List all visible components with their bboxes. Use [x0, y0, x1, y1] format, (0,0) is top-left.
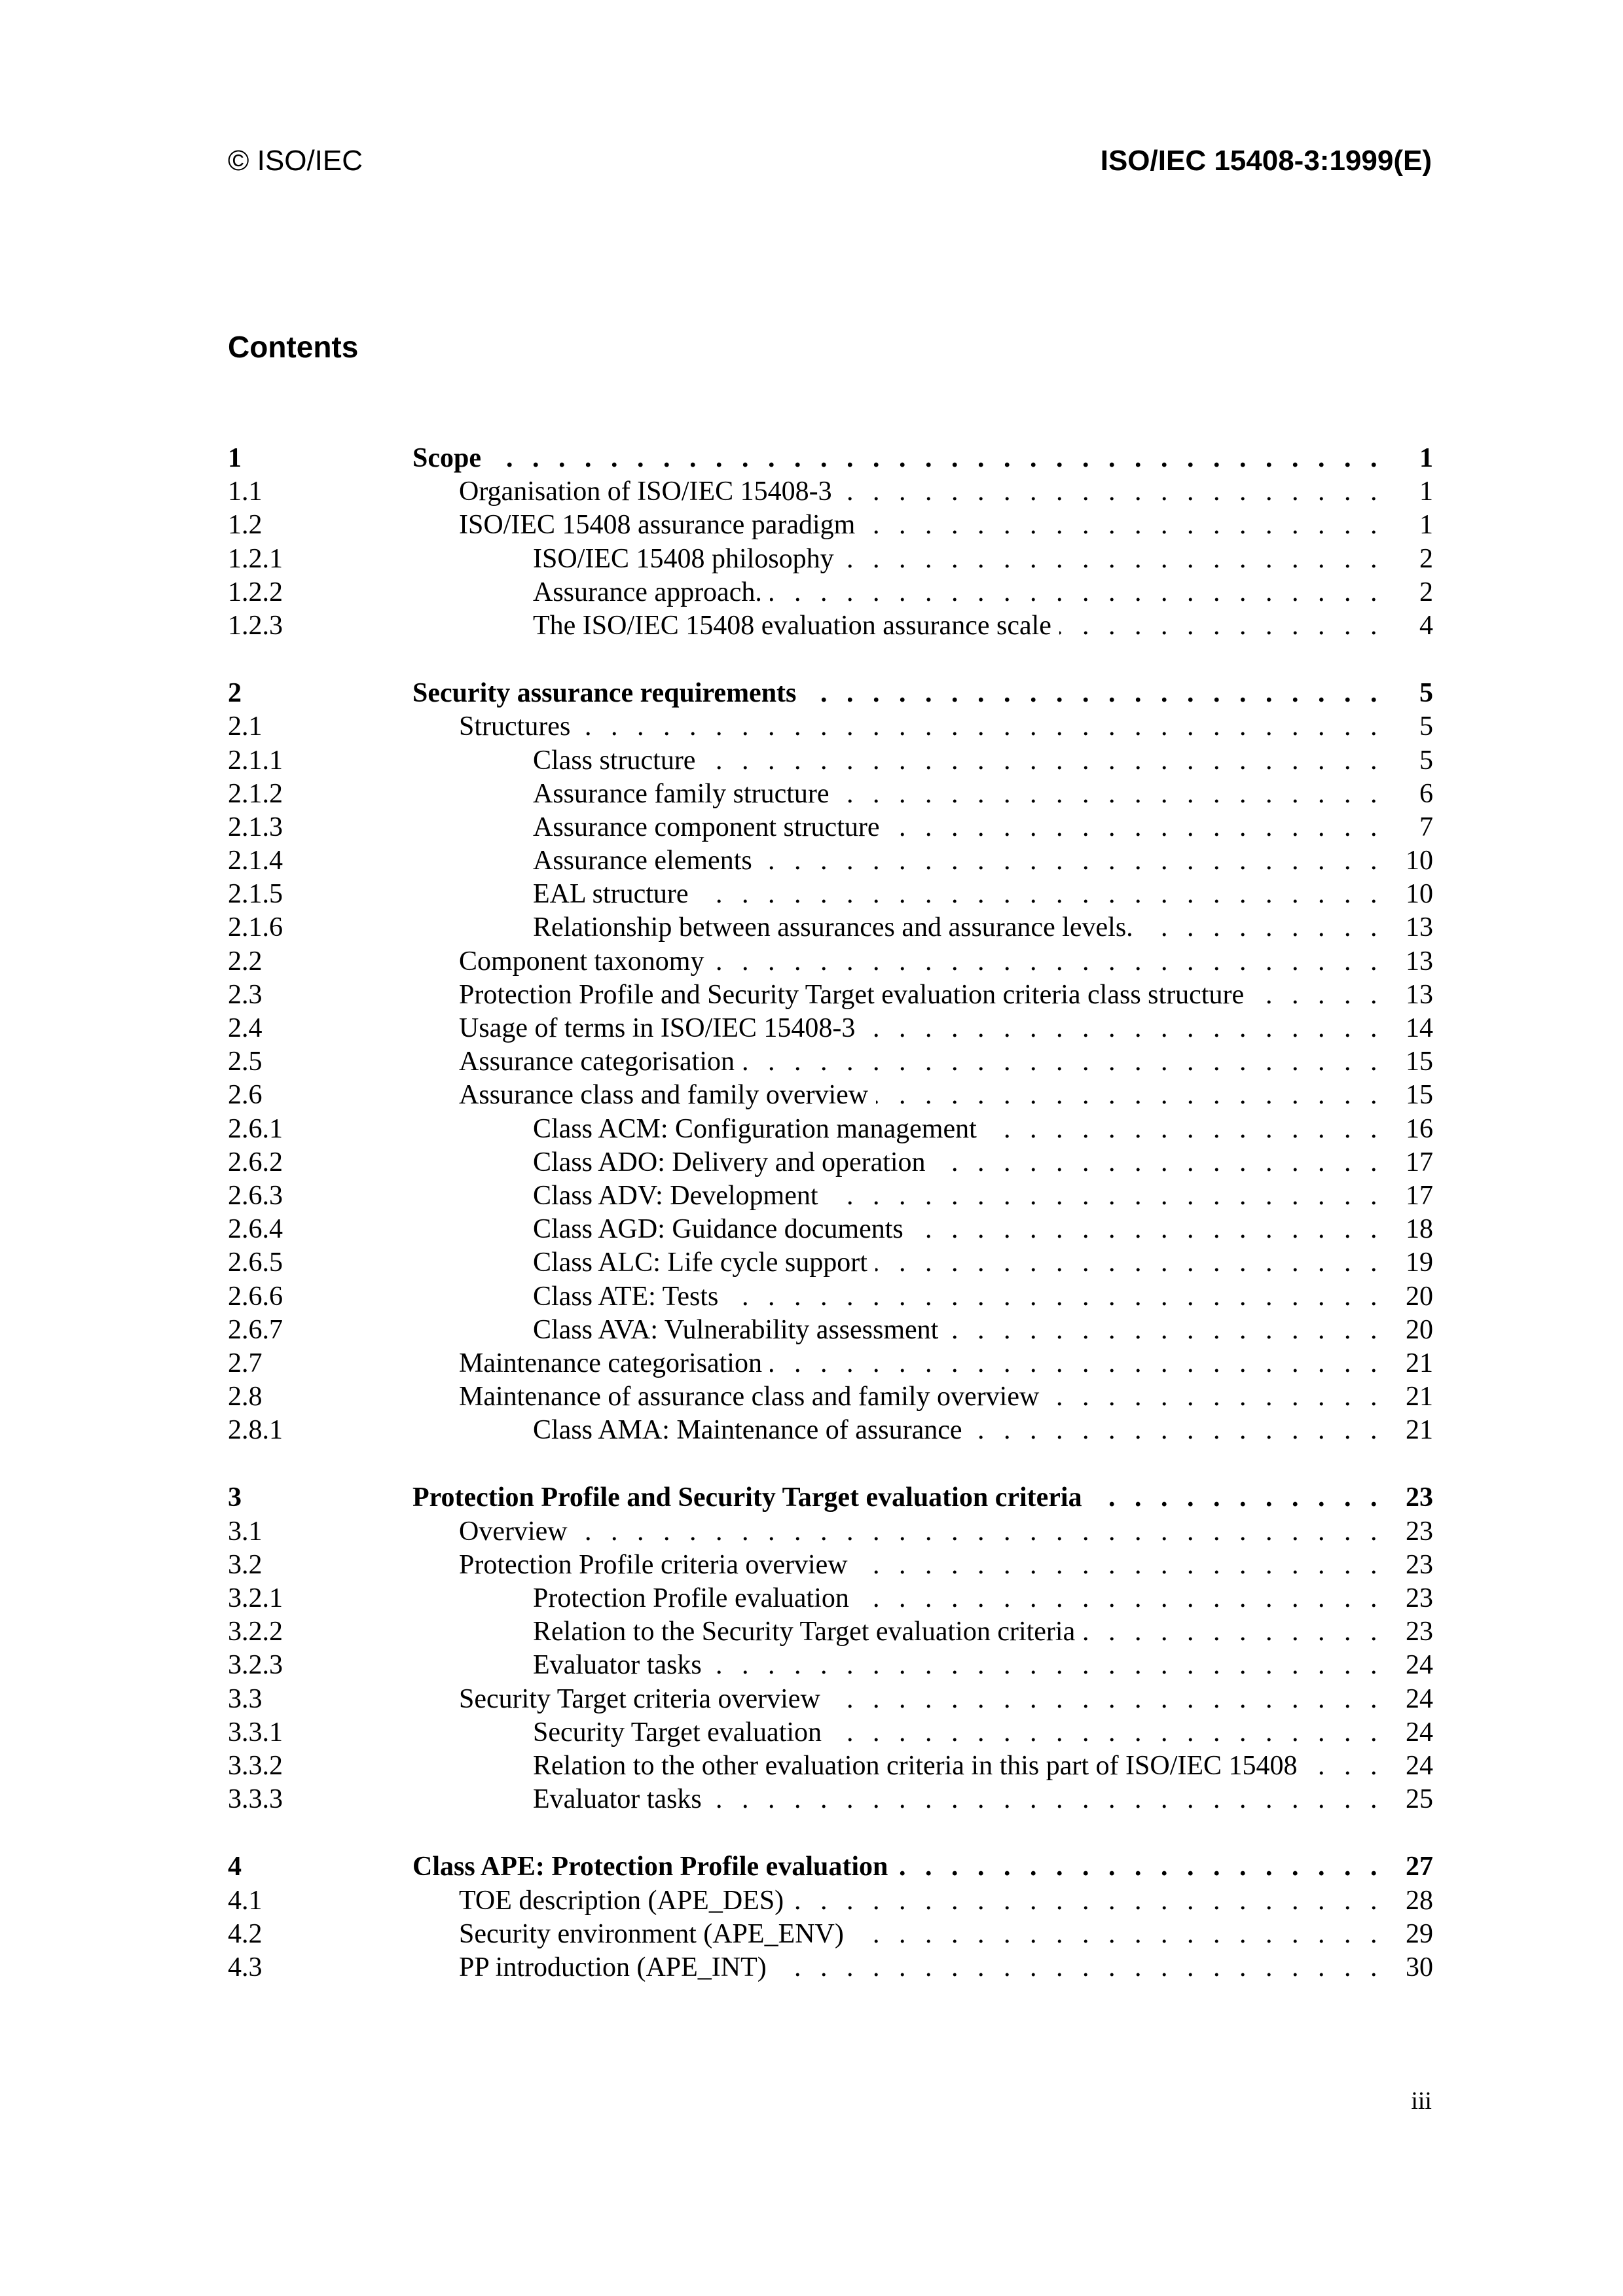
- dot-leader: [1059, 609, 1393, 643]
- toc-entry-title: Overview: [459, 1516, 568, 1547]
- toc-entry-page: 5: [1419, 711, 1433, 742]
- dot-leader: [837, 778, 1393, 811]
- toc-entry[interactable]: [228, 609, 1433, 643]
- toc-entry[interactable]: [228, 1213, 1433, 1246]
- dot-leader: [934, 1146, 1393, 1179]
- dot-leader: [856, 1549, 1393, 1582]
- toc-entry-page: 6: [1419, 778, 1433, 809]
- toc-entry-number: 1.2.2: [228, 577, 283, 607]
- toc-entry-page: 7: [1419, 812, 1433, 842]
- toc-entry[interactable]: [228, 1414, 1433, 1447]
- toc-entry-body: [459, 1951, 1433, 1984]
- toc-entry-title: TOE description (APE_DES): [459, 1885, 784, 1916]
- toc-entry-page: 15: [1406, 1047, 1433, 1077]
- toc-entry[interactable]: [228, 1615, 1433, 1649]
- toc-entry-body: [412, 1850, 1433, 1884]
- toc-entry-page: 5: [1419, 745, 1433, 776]
- toc-section: [228, 442, 1433, 643]
- dot-leader: [710, 1649, 1393, 1682]
- toc-entry-page: 15: [1406, 1080, 1433, 1111]
- toc-entry-body: [459, 1012, 1433, 1045]
- toc-entry-page: 23: [1406, 1617, 1433, 1647]
- toc-entry-title: Security Target criteria overview: [459, 1683, 820, 1714]
- toc-entry-number: 2.6.7: [228, 1314, 283, 1345]
- toc-entry-title: Security assurance requirements: [412, 678, 797, 709]
- toc-entry-title: ISO/IEC 15408 philosophy: [533, 543, 834, 574]
- dot-leader: [863, 509, 1393, 542]
- toc-entry-number: 3: [228, 1482, 242, 1513]
- toc-entry-title: Security Target evaluation: [533, 1717, 822, 1748]
- toc-entry-body: [459, 1515, 1433, 1549]
- toc-entry-title: Class structure: [533, 745, 696, 776]
- toc-entry-page: 24: [1406, 1717, 1433, 1748]
- toc-entry-body: [533, 1649, 1433, 1682]
- toc-entry-title: Assurance class and family overview: [459, 1080, 869, 1111]
- toc-entry-page: 2: [1419, 577, 1433, 607]
- toc-entry-number: 3.3.3: [228, 1784, 283, 1815]
- toc-entry-page: 2: [1419, 543, 1433, 574]
- toc-entry-title: Class ADO: Delivery and operation: [533, 1147, 926, 1177]
- toc-section: [228, 1850, 1433, 1984]
- toc-entry-number: 2.2: [228, 946, 263, 977]
- dot-leader: [1047, 1380, 1393, 1414]
- toc-entry-body: [459, 1549, 1433, 1582]
- dot-leader: [876, 1079, 1393, 1112]
- toc-entry[interactable]: [228, 1246, 1433, 1280]
- toc-entry-number: 2.8: [228, 1382, 263, 1412]
- toc-entry-title: Assurance elements: [533, 846, 752, 876]
- toc-entry-number: 3.2.2: [228, 1617, 283, 1647]
- toc-entry-number: 2.3: [228, 979, 263, 1010]
- toc-entry-body: [533, 1414, 1433, 1447]
- toc-entry-page: 24: [1406, 1650, 1433, 1681]
- toc-entry[interactable]: [228, 1582, 1433, 1615]
- toc-entry-body: [533, 778, 1433, 811]
- toc-entry-number: 2.6: [228, 1080, 263, 1111]
- toc-entry-body: [533, 1179, 1433, 1213]
- toc-entry-title: Component taxonomy: [459, 946, 704, 977]
- toc-entry-number: 3.1: [228, 1516, 263, 1547]
- toc-entry-page: 25: [1406, 1784, 1433, 1815]
- toc-entry-number: 1.2.1: [228, 543, 283, 574]
- toc-entry-number: 2.8.1: [228, 1415, 283, 1446]
- toc-entry-title: PP introduction (APE_INT): [459, 1952, 767, 1982]
- toc-entry[interactable]: [228, 1380, 1433, 1414]
- dot-leader: [857, 1582, 1393, 1615]
- toc-entry-title: Evaluator tasks: [533, 1650, 702, 1681]
- toc-entry[interactable]: [228, 844, 1433, 878]
- toc-entry-number: 2.6.2: [228, 1147, 283, 1177]
- toc-entry[interactable]: [228, 442, 1433, 475]
- toc-entry[interactable]: [228, 911, 1433, 944]
- toc-entry-page: 30: [1406, 1952, 1433, 1982]
- dot-leader: [804, 677, 1393, 710]
- toc-entry-number: 2.6.4: [228, 1214, 283, 1245]
- toc-entry-body: [533, 911, 1433, 944]
- toc-entry-page: 1: [1419, 476, 1433, 507]
- toc-entry-body: [459, 710, 1433, 744]
- toc-entry-page: 20: [1406, 1281, 1433, 1312]
- toc-entry[interactable]: [228, 1481, 1433, 1515]
- toc-entry[interactable]: [228, 1918, 1433, 1951]
- table-of-contents: [228, 442, 1433, 2018]
- toc-entry-title: Class ALC: Life cycle support: [533, 1247, 867, 1278]
- toc-entry-number: 2: [228, 678, 242, 709]
- dot-leader: [946, 1314, 1393, 1347]
- toc-entry-number: 4.3: [228, 1952, 263, 1982]
- toc-entry-body: [533, 1749, 1433, 1783]
- toc-entry-page: 16: [1406, 1113, 1433, 1144]
- toc-entry[interactable]: [228, 1549, 1433, 1582]
- toc-entry-body: [459, 1683, 1433, 1716]
- toc-entry-number: 2.6.1: [228, 1113, 283, 1144]
- toc-entry-title: Assurance categorisation: [459, 1047, 735, 1077]
- toc-entry-number: 2.6.3: [228, 1180, 283, 1211]
- toc-entry-title: Maintenance of assurance class and family overview: [459, 1382, 1040, 1412]
- toc-entry-body: [412, 677, 1433, 710]
- toc-entry[interactable]: [228, 1146, 1433, 1179]
- toc-entry-page: 29: [1406, 1918, 1433, 1949]
- toc-entry[interactable]: [228, 576, 1433, 609]
- toc-entry-body: [533, 609, 1433, 643]
- dot-leader: [575, 1515, 1393, 1549]
- toc-entry-title: Protection Profile evaluation: [533, 1583, 849, 1613]
- dot-leader: [703, 744, 1393, 778]
- toc-entry-number: 2.1: [228, 711, 263, 742]
- toc-entry-body: [459, 1884, 1433, 1918]
- toc-entry-body: [533, 844, 1433, 878]
- toc-entry-body: [459, 1380, 1433, 1414]
- toc-entry[interactable]: [228, 475, 1433, 509]
- toc-entry-title: Protection Profile and Security Target evaluation criteria class structure: [459, 979, 1245, 1010]
- toc-entry-title: Assurance approach.: [533, 577, 762, 607]
- toc-entry-number: 2.1.6: [228, 912, 283, 943]
- toc-entry-body: [533, 1213, 1433, 1246]
- toc-entry-body: [459, 1918, 1433, 1951]
- toc-entry-number: 2.1.1: [228, 745, 283, 776]
- toc-entry-number: 3.3.2: [228, 1750, 283, 1781]
- toc-entry-body: [459, 1079, 1433, 1112]
- toc-entry-number: 3.2.1: [228, 1583, 283, 1613]
- toc-entry-title: Evaluator tasks: [533, 1784, 702, 1815]
- toc-entry-title: Protection Profile and Security Target evaluation criteria: [412, 1482, 1082, 1513]
- toc-entry-page: 20: [1406, 1314, 1433, 1345]
- toc-entry-number: 2.4: [228, 1013, 263, 1043]
- toc-entry-page: 10: [1406, 879, 1433, 910]
- toc-entry-body: [533, 576, 1433, 609]
- header-standard-id: ISO/IEC 15408-3:1999(E): [1100, 145, 1432, 177]
- toc-entry-number: 3.2: [228, 1549, 263, 1580]
- toc-entry-page: 23: [1406, 1516, 1433, 1547]
- toc-entry-page: 13: [1406, 946, 1433, 977]
- toc-entry-body: [533, 1783, 1433, 1816]
- dot-leader: [863, 1012, 1393, 1045]
- toc-entry-body: [533, 1246, 1433, 1280]
- toc-entry-page: 5: [1419, 678, 1433, 709]
- toc-entry-number: 2.1.4: [228, 846, 283, 876]
- toc-entry-number: 2.7: [228, 1348, 263, 1378]
- dot-leader: [852, 1918, 1393, 1951]
- toc-entry-title: Relation to the other evaluation criteria in this part of ISO/IEC 15408: [533, 1750, 1298, 1781]
- toc-entry[interactable]: [228, 677, 1433, 710]
- toc-entry[interactable]: [228, 1884, 1433, 1918]
- toc-entry[interactable]: [228, 1045, 1433, 1079]
- toc-entry-number: 4.1: [228, 1885, 263, 1916]
- toc-entry-body: [459, 1045, 1433, 1079]
- toc-entry[interactable]: [228, 811, 1433, 844]
- dot-leader: [875, 1246, 1393, 1280]
- toc-entry-number: 1.2.3: [228, 610, 283, 641]
- toc-entry[interactable]: [228, 1179, 1433, 1213]
- toc-entry-page: 17: [1406, 1180, 1433, 1211]
- toc-entry-page: 23: [1406, 1583, 1433, 1613]
- toc-entry-number: 2.1.5: [228, 879, 283, 910]
- toc-entry[interactable]: [228, 778, 1433, 811]
- toc-entry-body: [459, 978, 1433, 1012]
- toc-entry-body: [533, 1113, 1433, 1146]
- toc-entry[interactable]: [228, 1783, 1433, 1816]
- dot-leader: [1141, 911, 1393, 944]
- toc-entry-title: Class ADV: Development: [533, 1180, 818, 1211]
- toc-entry-number: 2.1.2: [228, 778, 283, 809]
- dot-leader: [842, 543, 1393, 576]
- toc-entry[interactable]: [228, 1314, 1433, 1347]
- toc-entry-page: 19: [1406, 1247, 1433, 1278]
- toc-entry[interactable]: [228, 1649, 1433, 1682]
- toc-entry-title: Scope: [412, 443, 481, 473]
- toc-entry[interactable]: [228, 945, 1433, 978]
- dot-leader: [840, 475, 1393, 509]
- toc-entry[interactable]: [228, 509, 1433, 542]
- toc-entry-page: 18: [1406, 1214, 1433, 1245]
- toc-entry[interactable]: [228, 1951, 1433, 1984]
- header-copyright: © ISO/IEC: [228, 145, 363, 177]
- toc-entry[interactable]: [228, 1280, 1433, 1314]
- toc-entry-page: 28: [1406, 1885, 1433, 1916]
- toc-entry-title: EAL structure: [533, 879, 689, 910]
- toc-entry-title: Class ATE: Tests: [533, 1281, 719, 1312]
- toc-entry-title: Class AVA: Vulnerability assessment: [533, 1314, 939, 1345]
- toc-entry-title: Assurance family structure: [533, 778, 830, 809]
- toc-entry-number: 3.3: [228, 1683, 263, 1714]
- toc-entry-body: [533, 543, 1433, 576]
- dot-leader: [888, 811, 1393, 844]
- toc-entry[interactable]: [228, 744, 1433, 778]
- toc-entry-number: 2.6.6: [228, 1281, 283, 1312]
- dot-leader: [896, 1850, 1393, 1884]
- toc-entry-page: 21: [1406, 1382, 1433, 1412]
- toc-entry-page: 1: [1419, 443, 1433, 473]
- toc-entry-body: [459, 475, 1433, 509]
- dot-leader: [828, 1683, 1393, 1716]
- dot-leader: [742, 1045, 1393, 1079]
- toc-entry-title: Class ACM: Configuration management: [533, 1113, 977, 1144]
- dot-leader: [1305, 1749, 1393, 1783]
- toc-entry-page: 1: [1419, 510, 1433, 541]
- toc-entry-number: 4.2: [228, 1918, 263, 1949]
- toc-entry-number: 2.6.5: [228, 1247, 283, 1278]
- toc-entry-page: 21: [1406, 1415, 1433, 1446]
- toc-entry-body: [412, 1481, 1433, 1515]
- toc-entry-number: 3.2.3: [228, 1650, 283, 1681]
- toc-entry-number: 1: [228, 443, 242, 473]
- dot-leader: [830, 1716, 1393, 1749]
- dot-leader: [775, 1951, 1393, 1984]
- toc-entry-number: 2.5: [228, 1047, 263, 1077]
- toc-entry-body: [459, 509, 1433, 542]
- dot-leader: [970, 1414, 1393, 1447]
- dot-leader: [1090, 1481, 1393, 1515]
- toc-entry-title: Structures: [459, 711, 571, 742]
- dot-leader: [792, 1884, 1393, 1918]
- toc-entry-page: 23: [1406, 1549, 1433, 1580]
- toc-entry[interactable]: [228, 978, 1433, 1012]
- toc-entry-page: 24: [1406, 1750, 1433, 1781]
- toc-entry-title: Assurance component structure: [533, 812, 880, 842]
- toc-entry-body: [533, 1716, 1433, 1749]
- toc-entry[interactable]: [228, 878, 1433, 911]
- dot-leader: [697, 878, 1393, 911]
- dot-leader: [710, 1783, 1393, 1816]
- toc-entry[interactable]: [228, 1079, 1433, 1112]
- toc-entry-number: 1.2: [228, 510, 263, 541]
- dot-leader: [760, 844, 1393, 878]
- page-number: iii: [1411, 2087, 1432, 2115]
- toc-entry[interactable]: [228, 1113, 1433, 1146]
- toc-entry-body: [533, 744, 1433, 778]
- toc-section: [228, 1481, 1433, 1816]
- toc-entry[interactable]: [228, 1012, 1433, 1045]
- toc-entry[interactable]: [228, 1850, 1433, 1884]
- toc-section: [228, 677, 1433, 1447]
- dot-leader: [1083, 1615, 1393, 1649]
- toc-entry[interactable]: [228, 543, 1433, 576]
- dot-leader: [489, 442, 1393, 475]
- toc-entry-number: 4: [228, 1852, 242, 1882]
- toc-entry-body: [533, 1280, 1433, 1314]
- toc-entry[interactable]: [228, 1749, 1433, 1783]
- toc-entry-page: 24: [1406, 1683, 1433, 1714]
- toc-entry[interactable]: [228, 710, 1433, 744]
- toc-entry-title: Class APE: Protection Profile evaluation: [412, 1852, 888, 1882]
- dot-leader: [1252, 978, 1393, 1012]
- toc-entry[interactable]: [228, 1683, 1433, 1716]
- dot-leader: [826, 1179, 1393, 1213]
- toc-entry-number: 3.3.1: [228, 1717, 283, 1748]
- toc-entry-title: Relationship between assurances and assurance levels.: [533, 912, 1133, 943]
- toc-entry-title: Class AGD: Guidance documents: [533, 1214, 903, 1245]
- toc-entry-body: [533, 1314, 1433, 1347]
- toc-entry[interactable]: [228, 1716, 1433, 1749]
- toc-entry-title: Class AMA: Maintenance of assurance: [533, 1415, 962, 1446]
- toc-entry-title: Organisation of ISO/IEC 15408-3: [459, 476, 832, 507]
- toc-entry-body: [533, 1615, 1433, 1649]
- toc-entry-number: 1.1: [228, 476, 263, 507]
- toc-entry-page: 27: [1406, 1852, 1433, 1882]
- toc-entry-title: Security environment (APE_ENV): [459, 1918, 844, 1949]
- toc-entry-body: [459, 945, 1433, 978]
- toc-entry-page: 10: [1406, 846, 1433, 876]
- toc-entry-body: [533, 811, 1433, 844]
- dot-leader: [985, 1113, 1393, 1146]
- toc-entry-title: Relation to the Security Target evaluation criteria: [533, 1617, 1076, 1647]
- toc-entry-page: 17: [1406, 1147, 1433, 1177]
- dot-leader: [726, 1280, 1393, 1314]
- dot-leader: [770, 1347, 1393, 1380]
- toc-entry[interactable]: [228, 1515, 1433, 1549]
- toc-entry-title: ISO/IEC 15408 assurance paradigm: [459, 510, 856, 541]
- contents-title: Contents: [228, 330, 359, 364]
- toc-entry-title: The ISO/IEC 15408 evaluation assurance scale: [533, 610, 1051, 641]
- toc-entry-title: Maintenance categorisation: [459, 1348, 762, 1378]
- toc-entry-page: 4: [1419, 610, 1433, 641]
- toc-entry-page: 13: [1406, 979, 1433, 1010]
- toc-entry-body: [459, 1347, 1433, 1380]
- toc-entry-title: Usage of terms in ISO/IEC 15408-3: [459, 1013, 856, 1043]
- toc-entry-body: [533, 1146, 1433, 1179]
- dot-leader: [712, 945, 1393, 978]
- toc-entry-body: [412, 442, 1433, 475]
- toc-entry-page: 13: [1406, 912, 1433, 943]
- toc-entry-title: Protection Profile criteria overview: [459, 1549, 848, 1580]
- toc-entry-page: 21: [1406, 1348, 1433, 1378]
- toc-entry-page: 23: [1406, 1482, 1433, 1513]
- dot-leader: [578, 710, 1393, 744]
- toc-entry-body: [533, 878, 1433, 911]
- toc-entry-body: [533, 1582, 1433, 1615]
- toc-entry-page: 14: [1406, 1013, 1433, 1043]
- toc-entry-number: 2.1.3: [228, 812, 283, 842]
- dot-leader: [911, 1213, 1393, 1246]
- dot-leader: [770, 576, 1393, 609]
- toc-entry[interactable]: [228, 1347, 1433, 1380]
